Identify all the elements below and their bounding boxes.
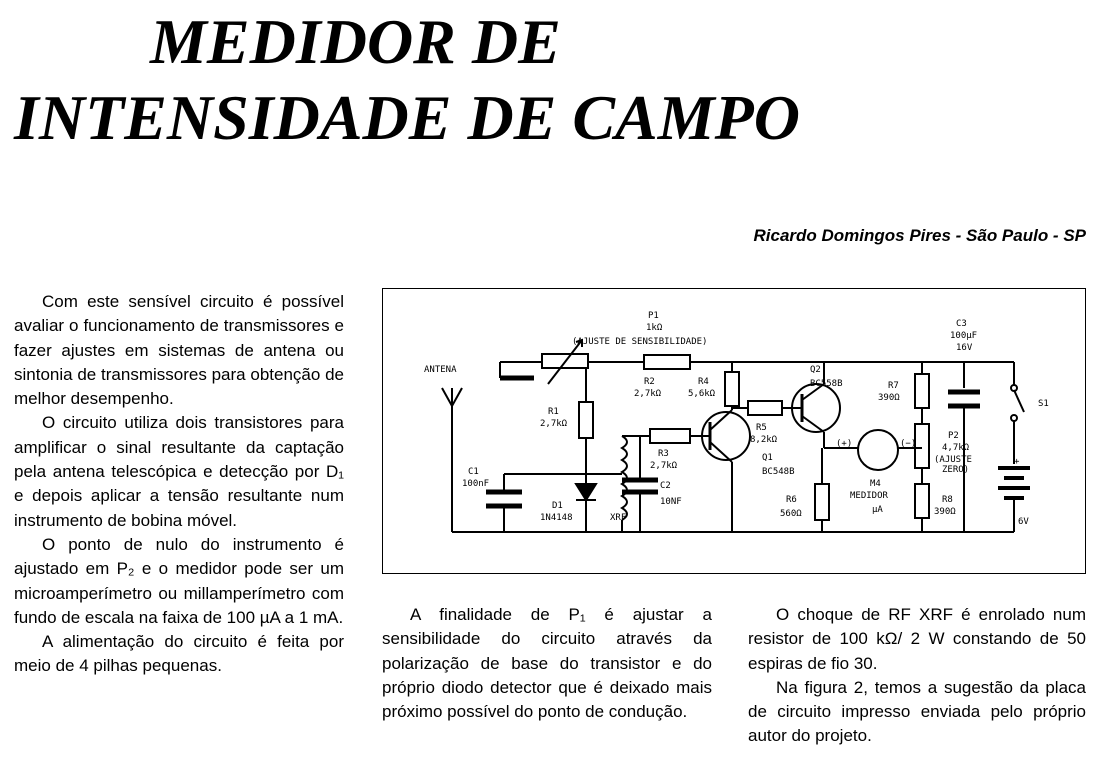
circuit-schematic: [382, 288, 1086, 574]
label-battery-voltage: 6V: [1018, 517, 1029, 527]
paragraph: Na figura 2, temos a sugestão da placa de circuito impresso enviada pelo próprio autor do projeto.: [748, 677, 1086, 746]
label-p1-value: 1kΩ: [646, 323, 663, 333]
label-p1-note: (AJUSTE DE SENSIBILIDADE): [572, 337, 708, 347]
label-p2-value: 4,7kΩ: [942, 443, 970, 453]
label-xrf: XRF: [610, 513, 627, 523]
title-line-2: INTENSIDADE DE CAMPO: [14, 82, 800, 153]
label-q1-name: Q1: [762, 453, 773, 463]
paragraph: A alimentação do circuito é feita por meio de 4 pilhas pequenas.: [14, 632, 344, 676]
label-c2-value: 10NF: [660, 497, 682, 507]
label-r7-value: 390Ω: [878, 393, 900, 403]
text-column-3: [748, 603, 1086, 749]
label-r5-value: 8,2kΩ: [750, 435, 778, 445]
label-q1-value: BC548B: [762, 467, 795, 477]
label-d1-name: D1: [552, 501, 563, 511]
label-antena: ANTENA: [424, 365, 457, 375]
label-m4-label: MEDIDOR: [850, 491, 888, 501]
label-r7-name: R7: [888, 381, 899, 391]
label-r2-name: R2: [644, 377, 655, 387]
label-r5-name: R5: [756, 423, 767, 433]
label-p2-name: P2: [948, 431, 959, 441]
label-m4-unit: µA: [872, 505, 883, 515]
label-r1-name: R1: [548, 407, 559, 417]
label-r6-name: R6: [786, 495, 797, 505]
label-p2-note-1: (AJUSTE: [934, 455, 972, 465]
title-line-1: MEDIDOR DE: [150, 6, 561, 77]
label-r4-value: 5,6kΩ: [688, 389, 716, 399]
paragraph: O circuito utiliza dois transistores para amplificar o sinal resultante da captação pela antena telescópica e detecção por D₁ e depois aplicar a tensão resultante num instrumento de bobina móvel.: [14, 413, 344, 530]
paragraph: A finalidade de P₁ é ajustar a sensibilidade do circuito através da polarização de base do transistor e do próprio diodo detector que é deixado mais próximo possível do ponto de condução.: [382, 605, 712, 722]
label-r8-value: 390Ω: [934, 507, 956, 517]
paragraph: O ponto de nulo do instrumento é ajustado em P₂ e o medidor pode ser um microamperímetro ou millamperímetro com fundo de escala na faixa de 100 µA a 1 mA.: [14, 534, 344, 627]
label-q2-name: Q2: [810, 365, 821, 375]
label-c3-name: C3: [956, 319, 967, 329]
label-q2-value: BC558B: [810, 379, 843, 389]
paragraph: O choque de RF XRF é enrolado num resistor de 100 kΩ/ 2 W constando de 50 espiras de fio 30.: [748, 605, 1086, 673]
label-r2-value: 2,7kΩ: [634, 389, 662, 399]
label-r1-value: 2,7kΩ: [540, 419, 568, 429]
label-m4-name: M4: [870, 479, 881, 489]
label-r4-name: R4: [698, 377, 709, 387]
label-c3-voltage: 16V: [956, 343, 973, 353]
label-r3-name: R3: [658, 449, 669, 459]
label-c1-name: C1: [468, 467, 479, 477]
label-battery-plus: +: [1014, 457, 1020, 467]
label-c1-value: 100nF: [462, 479, 490, 489]
label-c2-name: C2: [660, 481, 671, 491]
label-d1-value: 1N4148: [540, 513, 573, 523]
label-r3-value: 2,7kΩ: [650, 461, 678, 471]
label-meter-plus: (+): [836, 439, 853, 449]
label-s1: S1: [1038, 399, 1049, 409]
label-c3-value: 100µF: [950, 331, 978, 341]
text-column-2: [382, 603, 712, 724]
paragraph: Com este sensível circuito é possível avaliar o funcionamento de transmissores e fazer ajustes em sistemas de antena ou sintonia de transmissores para obtenção de melhor desempenho.: [14, 292, 344, 409]
label-meter-minus: (−): [900, 439, 917, 449]
schematic-frame: [383, 289, 1086, 574]
label-p2-note-2: ZERO): [942, 465, 970, 475]
text-column-1: [14, 290, 344, 679]
label-r6-value: 560Ω: [780, 509, 802, 519]
label-p1-name: P1: [648, 311, 659, 321]
author-byline: Ricardo Domingos Pires - São Paulo - SP: [753, 226, 1086, 245]
label-r8-name: R8: [942, 495, 953, 505]
